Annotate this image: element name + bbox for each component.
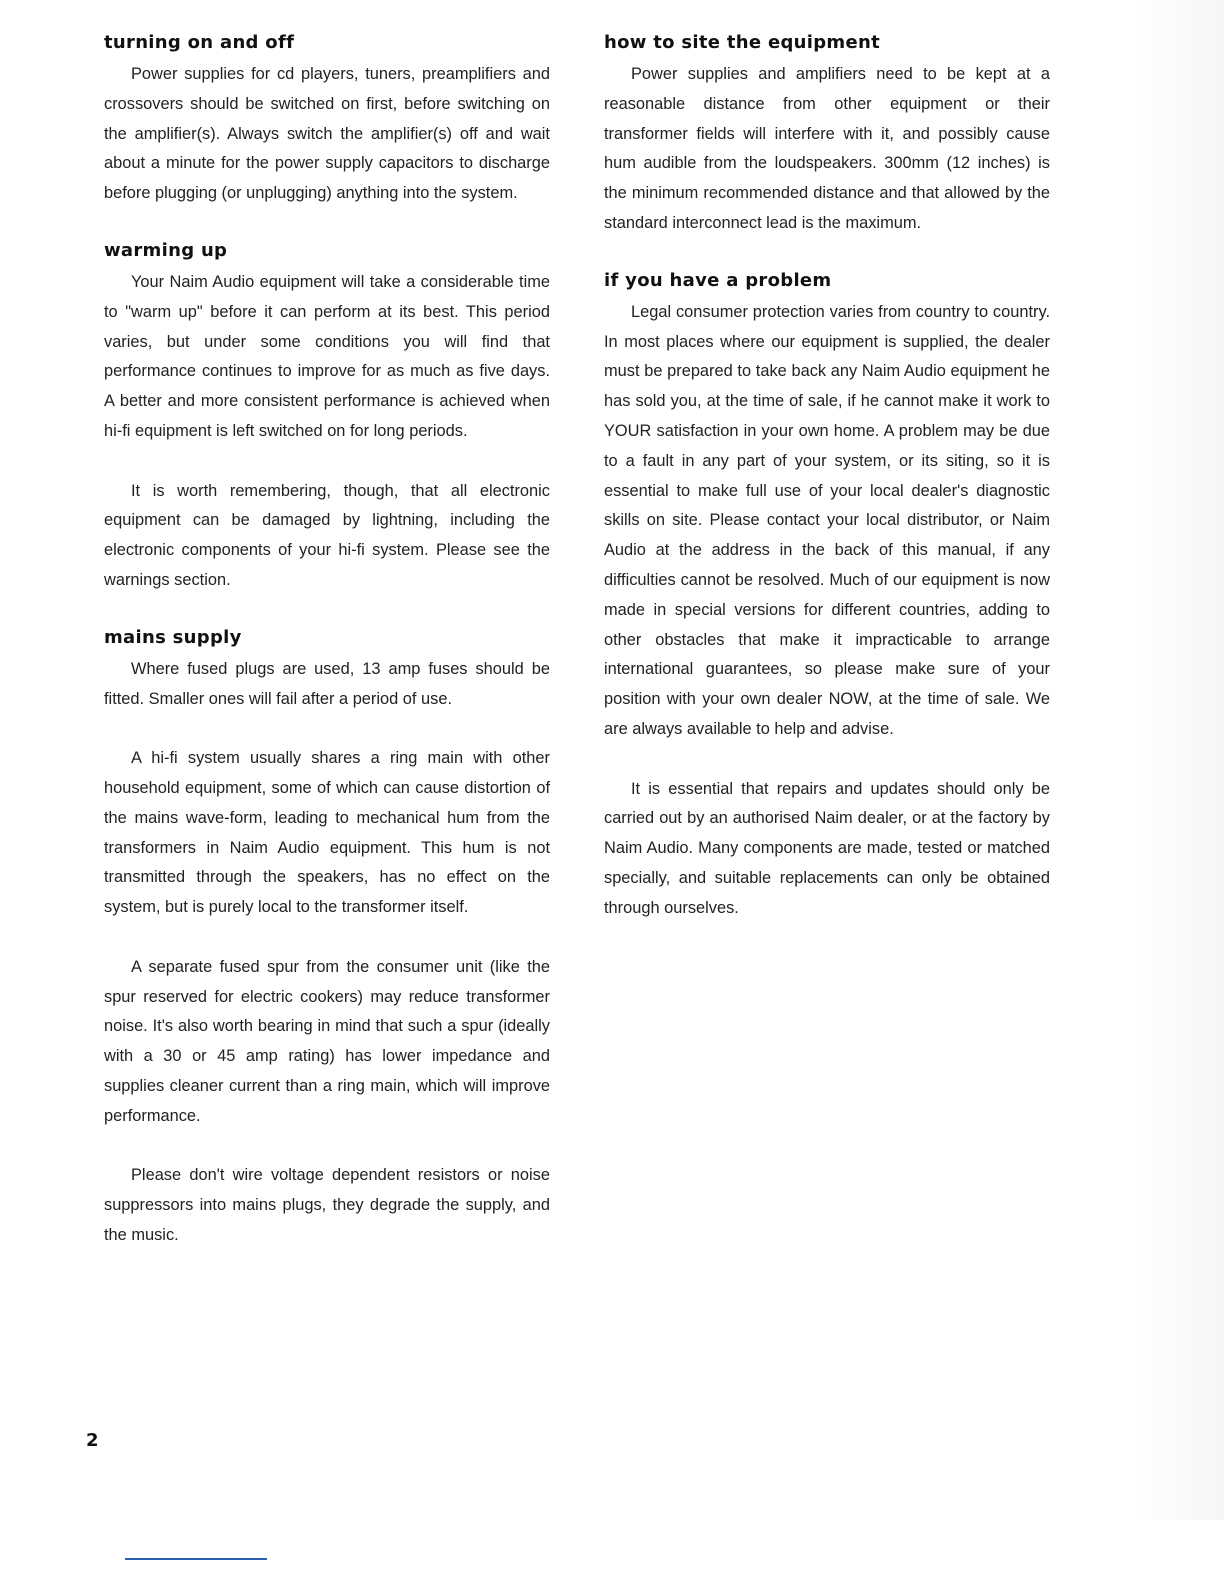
- section-heading: mains supply: [104, 626, 242, 648]
- section-warming-up: [104, 238, 550, 596]
- section-mains-supply: [104, 625, 550, 1251]
- section-turning-on-and-off: [104, 30, 550, 209]
- right-column: [604, 30, 1050, 953]
- section-paragraph: A hi-fi system usually shares a ring main with other household equipment, some of which can cause distortion of the mains wave-form, leading to mechanical hum from the transformers in Naim Audio equipment. This hum is not transmitted through the speakers, has no effect on the system, but is purely local to the transformer itself.: [104, 749, 550, 917]
- section-paragraph: Your Naim Audio equipment will take a considerable time to "warm up" before it can perform at its best. This period varies, but under some conditions you will find that performance continues to improve for as much as five days. A better and more consistent performance is achieved when hi-fi equipment is left switched on for long periods.: [104, 272, 550, 440]
- section-heading: if you have a problem: [604, 269, 832, 291]
- section-paragraph: It is worth remembering, though, that all electronic equipment can be damaged by lightning, including the electronic components of your hi-fi system. Please see the warnings section.: [104, 481, 550, 589]
- section-heading: turning on and off: [104, 32, 295, 53]
- section-paragraph: Power supplies and amplifiers need to be kept at a reasonable distance from other equipment or their transformer fields will interfere with it, and possibly cause hum audible from the loudspeakers. 300mm (12 inches) is the minimum recommended distance and that allowed by the standard interconnect lead is the maximum.: [604, 65, 1050, 232]
- section-paragraph: A separate fused spur from the consumer unit (like the spur reserved for electric cookers) may reduce transformer noise. It's also worth bearing in mind that such a spur (ideally with a 30 or 45 amp rating) has lower impedance and supplies cleaner current than a ring main, which will improve performance.: [104, 957, 550, 1125]
- section-paragraph: Power supplies for cd players, tuners, preamplifiers and crossovers should be switched on first, before switching on the amplifier(s). Always switch the amplifier(s) off and wait about a minute for the power supply capacitors to discharge before plugging (or unplugging) anything into the system.: [104, 65, 550, 203]
- page-number: 2: [86, 1430, 99, 1451]
- section-paragraph: Please don't wire voltage dependent resistors or noise suppressors into mains plugs, they degrade the supply, and the music.: [104, 1166, 550, 1244]
- section-if-you-have-a-problem: [604, 268, 1050, 924]
- section-heading: how to site the equipment: [604, 32, 881, 53]
- section-paragraph: Legal consumer protection varies from country to country. In most places where our equipment is supplied, the dealer must be prepared to take back any Naim Audio equipment he has sold you, at the time of sale, if he cannot make it work to YOUR satisfaction in your own home. A problem may be due to a fault in any part of your system, or its siting, so it is essential to make full use of your local dealer's diagnostic skills on site. Please contact your local distributor, or Naim Audio at the address in the back of this manual, if any difficulties cannot be resolved. Much of our equipment is now made in special versions for different countries, adding to other obstacles that make it impracticable to arrange international guarantees, so please make sure of your position with your own dealer NOW, at the time of sale. We are always available to help and advise.: [604, 302, 1050, 738]
- section-paragraph: It is essential that repairs and updates should only be carried out by an authorised Naim dealer, or at the factory by Naim Audio. Many components are made, tested or matched specially, and suitable replacements can only be obtained through ourselves.: [604, 779, 1050, 917]
- section-how-to-site-the-equipment: [604, 30, 1050, 239]
- section-heading: warming up: [104, 239, 228, 261]
- section-paragraph: Where fused plugs are used, 13 amp fuses should be fitted. Smaller ones will fail after a period of use.: [104, 659, 550, 708]
- page-edge-shadow: [1134, 0, 1224, 1520]
- footer-rule: [125, 1558, 267, 1560]
- left-column: [104, 30, 550, 1280]
